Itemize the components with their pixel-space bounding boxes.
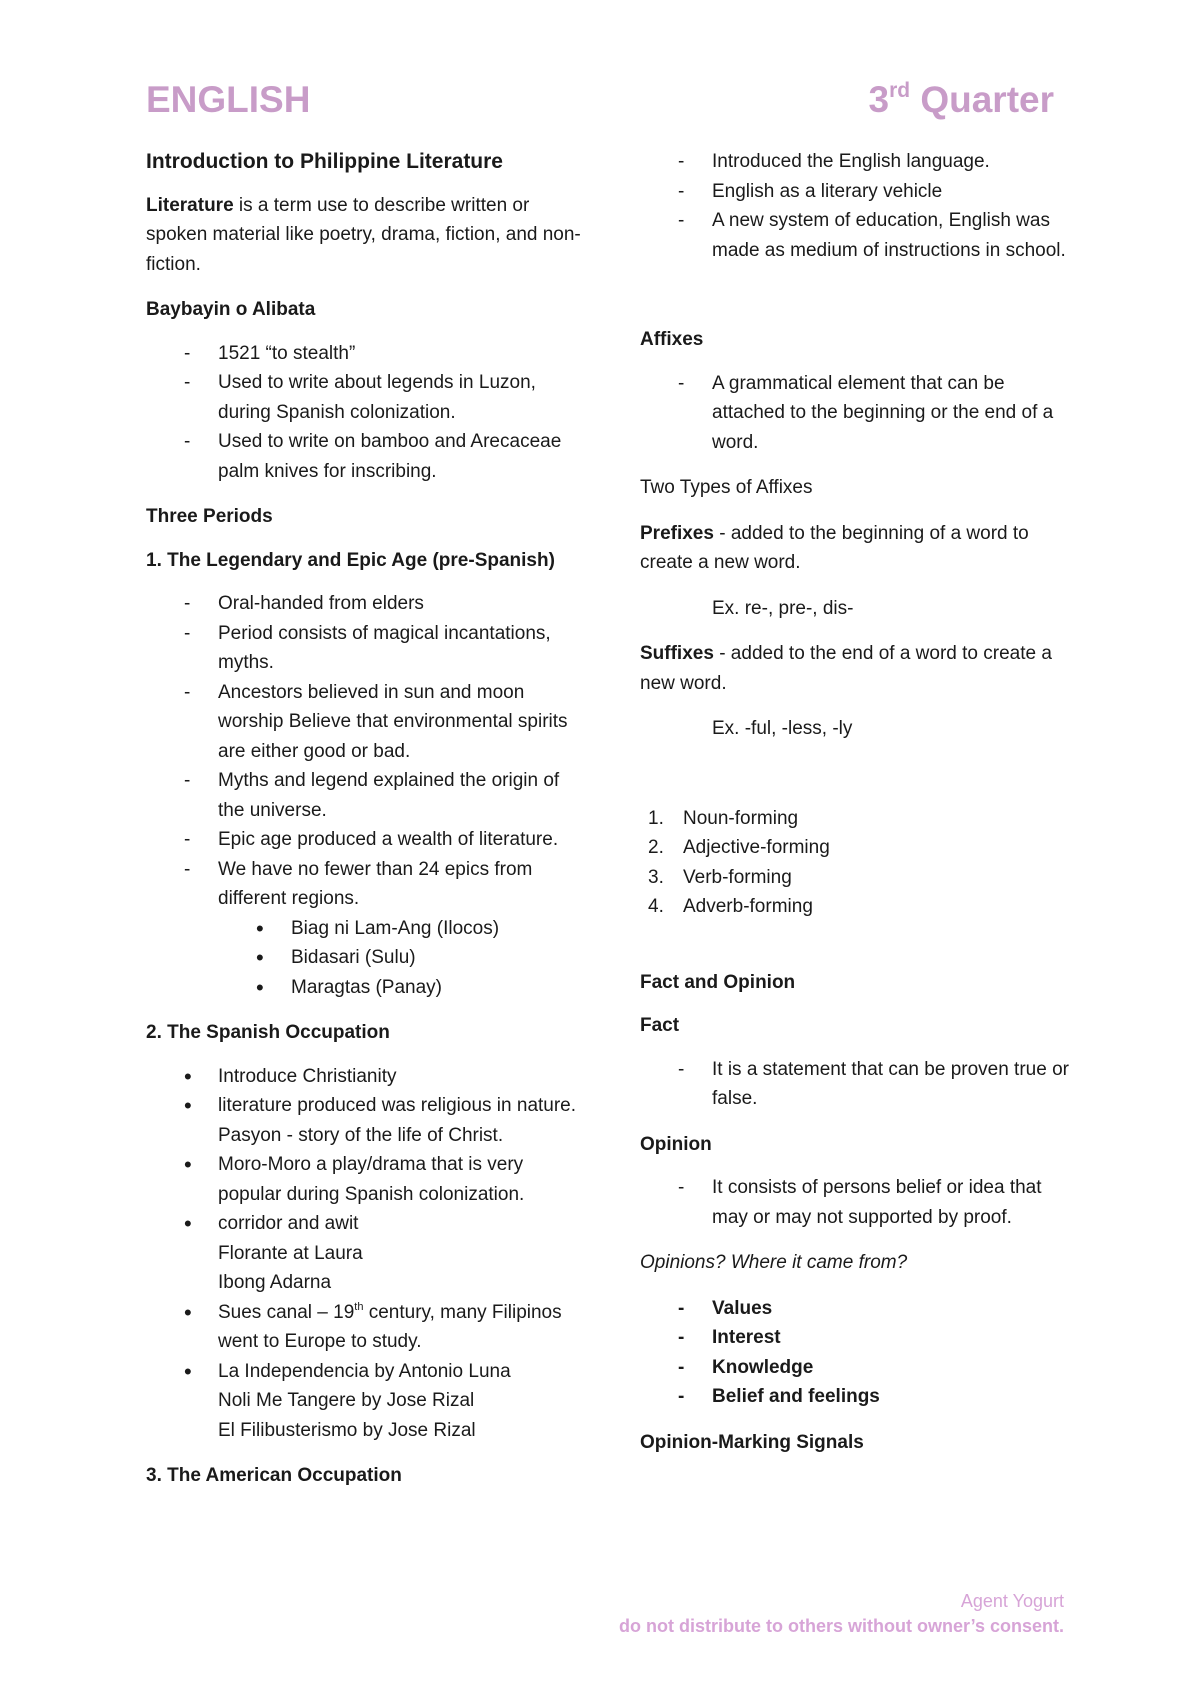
list-item: • literature produced was religious in nature. Pasyon - story of the life of Christ.: [146, 1091, 586, 1150]
list-item: - Epic age produced a wealth of literature.: [146, 825, 586, 855]
epics-list: [218, 914, 586, 1003]
doc-title: Introduction to Philippine Literature: [146, 150, 503, 173]
right-column: [640, 147, 1070, 1471]
subject-title: ENGLISH: [146, 79, 311, 120]
list-item: • Sues canal – 19th century, many Filipinos went to Europe to study.: [146, 1298, 586, 1357]
list-item: • Introduce Christianity: [146, 1062, 586, 1092]
list-item: - A new system of education, English was made as medium of instructions in school.: [640, 206, 1070, 265]
list-item: - Knowledge: [640, 1353, 1070, 1383]
suffix-example: Ex. -ful, -less, -ly: [712, 718, 853, 739]
list-item: 3. Verb-forming: [648, 866, 792, 888]
list-item: - Used to write about legends in Luzon, during Spanish colonization.: [146, 368, 586, 427]
affixes-list: [640, 369, 1070, 458]
period-1-heading: 1. The Legendary and Epic Age (pre-Spanish): [146, 549, 555, 571]
list-item: - Values: [640, 1294, 1070, 1324]
baybayin-heading: Baybayin o Alibata: [146, 299, 316, 320]
footer-notice: do not distribute to others without owner’s consent.: [619, 1616, 1064, 1636]
quarter-title: 3rd Quarter: [868, 79, 1054, 120]
opinion-sources-list: [640, 1294, 1070, 1412]
list-item: - 1521 “to stealth”: [146, 339, 586, 369]
list-item: - It is a statement that can be proven true or false.: [640, 1055, 1070, 1114]
list-item: 2. Adjective-forming: [648, 837, 830, 858]
list-item: 4. Adverb-forming: [648, 896, 813, 917]
list-item: • Moro-Moro a play/drama that is very popular during Spanish colonization.: [146, 1150, 586, 1209]
two-types-heading: Two Types of Affixes: [640, 477, 813, 498]
list-item: - Interest: [640, 1323, 1070, 1353]
fact-heading: Fact: [640, 1015, 680, 1036]
fact-opinion-heading: Fact and Opinion: [640, 971, 796, 993]
list-item: • Bidasari (Sulu): [218, 943, 586, 973]
opinion-heading: Opinion: [640, 1133, 712, 1155]
list-item: - We have no fewer than 24 epics from different regions. • Biag ni Lam-Ang (Ilocos) • Bidasari (Sulu) • Maragtas (Panay): [146, 855, 586, 1003]
three-periods-heading: Three Periods: [146, 506, 273, 527]
list-item: • Maragtas (Panay): [218, 973, 586, 1003]
period-1-list: [146, 589, 586, 1002]
list-item: - Period consists of magical incantations, myths.: [146, 619, 586, 678]
list-item: • corridor and awit Florante at Laura Ibong Adarna: [146, 1209, 586, 1298]
list-item: • Biag ni Lam-Ang (Ilocos): [218, 914, 586, 944]
list-item: - Belief and feelings: [640, 1382, 1070, 1412]
opinion-signals-heading: Opinion-Marking Signals: [640, 1431, 864, 1453]
fact-list: [640, 1055, 1070, 1114]
list-item: - Oral-handed from elders: [146, 589, 586, 619]
literature-definition: Literature is a term use to describe written or spoken material like poetry, drama, fiction, and non-fiction.: [146, 194, 581, 275]
list-item: - English as a literary vehicle: [640, 177, 1070, 207]
baybayin-list: [146, 339, 586, 487]
period-3-heading: 3. The American Occupation: [146, 1465, 402, 1486]
opinion-list: [640, 1173, 1070, 1232]
list-item: • La Independencia by Antonio Luna Noli Me Tangere by Jose Rizal El Filibusterismo by Jose Rizal: [146, 1357, 586, 1446]
period-2-heading: 2. The Spanish Occupation: [146, 1022, 390, 1043]
list-item: - Used to write on bamboo and Arecaceae palm knives for inscribing.: [146, 427, 586, 486]
prefixes-definition: Prefixes - added to the beginning of a word to create a new word.: [640, 522, 1029, 573]
list-item: - Ancestors believed in sun and moon worship Believe that environmental spirits are either good or bad.: [146, 678, 586, 767]
list-item: 1. Noun-forming: [648, 807, 799, 829]
left-column: [146, 147, 586, 1505]
list-item: - Myths and legend explained the origin of the universe.: [146, 766, 586, 825]
list-item: - It consists of persons belief or idea that may or may not supported by proof.: [640, 1173, 1070, 1232]
forming-list: [640, 804, 1070, 922]
suffixes-definition: Suffixes - added to the end of a word to create a new word.: [640, 643, 1052, 694]
affixes-heading: Affixes: [640, 329, 704, 350]
list-item: - A grammatical element that can be attached to the beginning or the end of a word.: [640, 369, 1070, 458]
footer-author: Agent Yogurt: [960, 1591, 1064, 1611]
opinion-question: Opinions? Where it came from?: [640, 1252, 908, 1273]
prefix-example: Ex. re-, pre-, dis-: [712, 597, 854, 619]
period-2-list: [146, 1062, 586, 1446]
american-list: [640, 147, 1070, 265]
list-item: - Introduced the English language.: [640, 147, 1070, 177]
